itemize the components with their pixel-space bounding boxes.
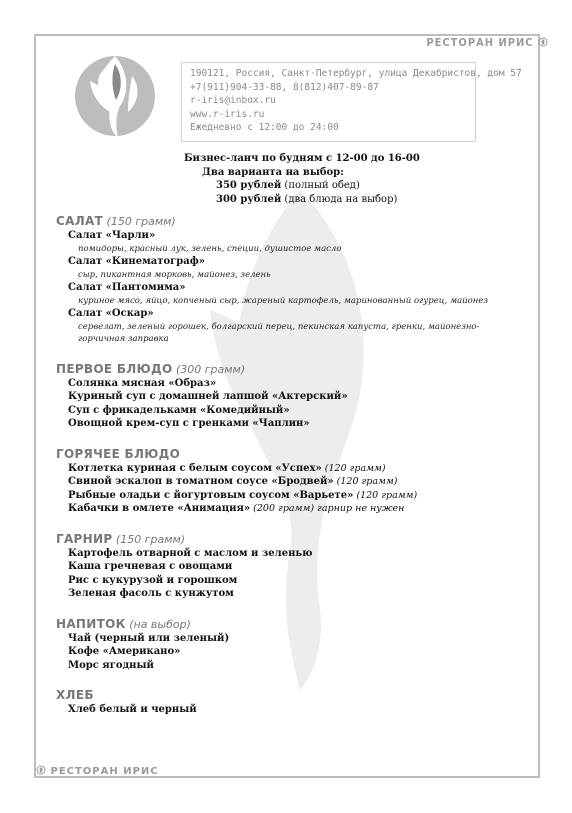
section-title: НАПИТОК (на выбор) [56,616,191,631]
lunch-option-1: 350 рублей (полный обед) [216,180,360,191]
menu [56,210,526,729]
menu-item: Хлеб белый и черный [68,704,197,715]
brand-logo-icon [36,765,46,775]
section-title: ГАРНИР (150 грамм) [56,531,186,546]
menu-item: Овощной крем-суп с гренками «Чаплин» [68,418,310,429]
item-description: сыр, пикантная морковь, майонез, зелень [78,269,271,280]
menu-item: Салат «Кинематограф» [68,256,205,267]
item-description: помидоры, красный лук, зелень, специи, душистое масло [78,243,342,254]
menu-item: Рыбные оладьи с йогуртовым соусом «Варьете» (120 грамм) [68,489,418,501]
section-drink [56,613,526,673]
menu-item: Свиной эскалоп в томатном соусе «Бродвей» (120 грамм) [68,476,398,487]
menu-item: Салат «Пантомима» [68,282,186,293]
menu-item: Котлетка куриная с белым соусом «Успех» (120 грамм) [68,462,386,474]
phones[interactable]: +7(911)904-33-88, 8(812)407-89-87 [190,81,379,93]
menu-item: Чай (черный или зеленый) [68,632,230,644]
section-title: САЛАТ (150 грамм) [56,214,176,228]
brand-footer: РЕСТОРАН ИРИС [36,765,159,777]
menu-item: Кабачки в омлете «Анимация» (200 грамм) гарнир не нужен [68,503,405,514]
section-bread [56,684,526,717]
section-salad [56,210,526,346]
item-description: сервелат, зеленый горошек, болгарский перец, пекинская капуста, гренки, майонезно-горчичная заправка [78,321,480,344]
menu-item: Зеленая фасоль с кунжутом [68,588,234,599]
menu-item: Куриный суп с домашней лапшой «Актерский» [68,391,348,402]
lunch-options-title: Два варианта на выбор: [202,166,344,178]
contact-box [181,62,522,142]
website[interactable]: www.r-iris.ru [190,108,265,120]
business-lunch [184,152,420,206]
menu-item: Кофе «Американо» [68,646,181,657]
menu-item: Суп с фрикадельками «Комедийный» [68,404,290,416]
menu-item: Салат «Чарли» [68,230,156,241]
address: 190121, Россия, Санкт-Петербург, улица Декабристов, дом 57 [190,68,522,79]
brand-logo-icon [538,37,548,47]
menu-item: Салат «Оскар» [68,308,154,319]
iris-logo-icon [70,46,160,146]
section-title: ГОРЯЧЕЕ БЛЮДО [56,446,181,461]
section-side-dish [56,528,526,601]
menu-item: Каша гречневая с овощами [68,561,233,572]
brand-header: РЕСТОРАН ИРИС [426,36,548,49]
section-title: ПЕРВОЕ БЛЮДО (300 грамм) [56,361,246,376]
section-first-course [56,358,526,431]
opening-hours: Ежедневно с 12:00 до 24:00 [190,122,339,134]
menu-item: Морс ягодный [68,659,154,671]
email[interactable]: r-iris@inbox.ru [190,95,276,107]
section-main-course [56,443,526,516]
lunch-title: Бизнес-ланч по будням с 12-00 до 16-00 [184,153,420,164]
menu-item: Картофель отварной с маслом и зеленью [68,547,313,559]
lunch-option-2: 300 рублей (два блюда на выбор) [216,193,398,205]
menu-item: Рис с кукурузой и горошком [68,574,238,586]
section-title: ХЛЕБ [56,688,94,702]
item-description: куриное мясо, яйцо, копченый сыр, жареный картофель, маринованный огурец, майонез [78,295,489,306]
menu-item: Солянка мясная «Образ» [68,377,217,389]
